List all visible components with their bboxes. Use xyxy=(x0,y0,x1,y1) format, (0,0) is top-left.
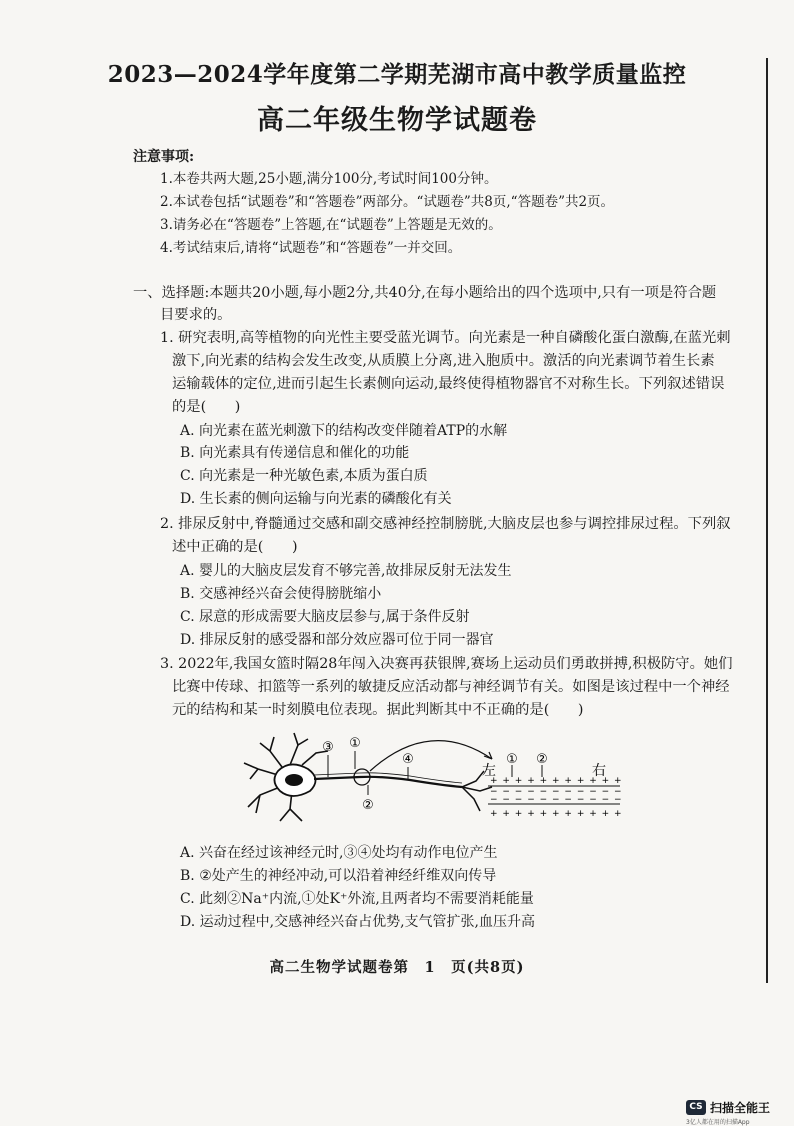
question-1-stem: 激下,向光素的结构会发生改变,从质膜上分离,进入胞质中。激活的向光素调节着生长素 xyxy=(172,353,715,369)
question-1-option-a: A. 向光素在蓝光刺激下的结构改变伴随着ATP的水解 xyxy=(180,423,508,439)
page-right-border xyxy=(766,58,768,983)
question-1-option-c: C. 向光素是一种光敏色素,本质为蛋白质 xyxy=(180,468,428,484)
question-2-stem: 述中正确的是( ) xyxy=(172,539,298,555)
question-1-stem: 1. 研究表明,高等植物的向光性主要受蓝光调节。向光素是一种自磷酸化蛋白激酶,在蓝光刺 xyxy=(160,330,731,346)
question-3-option-c: C. 此刻②Na⁺内流,①处K⁺外流,且两者均不需要消耗能量 xyxy=(180,891,534,907)
notice-item: 3.请务必在“答题卷”上答题,在“试题卷”上答题是无效的。 xyxy=(160,217,502,233)
question-3-option-b: B. ②处产生的神经冲动,可以沿着神经纤维双向传导 xyxy=(180,868,497,884)
question-3-stem: 元的结构和某一时刻膜电位表现。据此判断其中不正确的是( ) xyxy=(172,702,584,718)
notice-heading: 注意事项: xyxy=(133,149,195,165)
question-1-stem: 的是( ) xyxy=(172,399,241,415)
question-2-option-a: A. 婴儿的大脑皮层发育不够完善,故排尿反射无法发生 xyxy=(180,563,512,579)
exam-subtitle: 高二年级生物学试题卷 xyxy=(257,105,537,136)
axon xyxy=(314,777,462,787)
right-label: 右 xyxy=(592,763,606,779)
inner-charge-row: − − − − − − − − − − − xyxy=(490,795,623,805)
label-3: ③ xyxy=(322,740,334,755)
notice-item: 1.本卷共两大题,25小题,满分100分,考试时间100分钟。 xyxy=(160,171,498,187)
label-4: ④ xyxy=(402,752,414,767)
question-3-stem: 3. 2022年,我国女篮时隔28年闯入决赛再获银牌,赛场上运动员们勇敢拼搏,积极防守。她们 xyxy=(160,656,733,672)
zoom-label-1: ① xyxy=(506,752,518,767)
outer-charge-row: + + + + + + + + + + + xyxy=(490,809,623,819)
question-1-option-b: B. 向光素具有传递信息和催化的功能 xyxy=(180,445,410,461)
zoom-label-2: ② xyxy=(536,752,548,767)
zoom-arrowhead xyxy=(484,752,492,759)
page-footer: 高二生物学试题卷第 1 页(共8页) xyxy=(269,959,525,976)
section-instruction: 一、选择题:本题共20小题,每小题2分,共40分,在每小题给出的四个选项中,只有一项是符合题 xyxy=(133,285,717,301)
question-2-option-b: B. 交感神经兴奋会使得膀胱缩小 xyxy=(180,586,382,602)
question-1-option-d: D. 生长素的侧向运输与向光素的磷酸化有关 xyxy=(180,491,452,507)
left-label: 左 xyxy=(482,763,496,779)
question-3-stem: 比赛中传球、扣篮等一系列的敏捷反应活动都与神经调节有关。如图是该过程中一个神经 xyxy=(172,679,730,695)
question-2-option-c: C. 尿意的形成需要大脑皮层参与,属于条件反射 xyxy=(180,609,470,625)
label-1: ① xyxy=(349,736,361,751)
label-2: ② xyxy=(362,798,374,813)
nucleus xyxy=(285,774,303,786)
camscanner-name: 扫描全能王 xyxy=(710,1101,771,1115)
notice-item: 4.考试结束后,请将“试题卷”和“答题卷”一并交回。 xyxy=(160,240,462,256)
question-2-stem: 2. 排尿反射中,脊髓通过交感和副交感神经控制膀胱,大脑皮层也参与调控排尿过程。下列叙 xyxy=(160,516,731,532)
outer-charge-row: + + + + + + + + + + + xyxy=(490,776,623,786)
camscanner-icon: CS xyxy=(686,1100,706,1115)
exam-title: 2023—2024学年度第二学期芜湖市高中教学质量监控 xyxy=(107,61,687,88)
camscanner-tagline: 3亿人都在用的扫描App xyxy=(686,1119,750,1126)
question-2-option-d: D. 排尿反射的感受器和部分效应器可位于同一器官 xyxy=(180,632,494,648)
question-3-option-a: A. 兴奋在经过该神经元时,③④处均有动作电位产生 xyxy=(180,845,498,861)
question-3-option-d: D. 运动过程中,交感神经兴奋占优势,支气管扩张,血压升高 xyxy=(180,914,535,930)
notice-item: 2.本试卷包括“试题卷”和“答题卷”两部分。“试题卷”共8页,“答题卷”共2页。 xyxy=(160,194,615,210)
inner-charge-row: − − − − − − − − − − − xyxy=(490,787,623,797)
zoom-arrow xyxy=(370,741,492,771)
section-instruction: 目要求的。 xyxy=(160,307,232,323)
question-1-stem: 运输载体的定位,进而引起生长素侧向运动,最终使得植物器官不对称生长。下列叙述错误 xyxy=(172,376,725,392)
neuron-figure xyxy=(230,725,650,840)
